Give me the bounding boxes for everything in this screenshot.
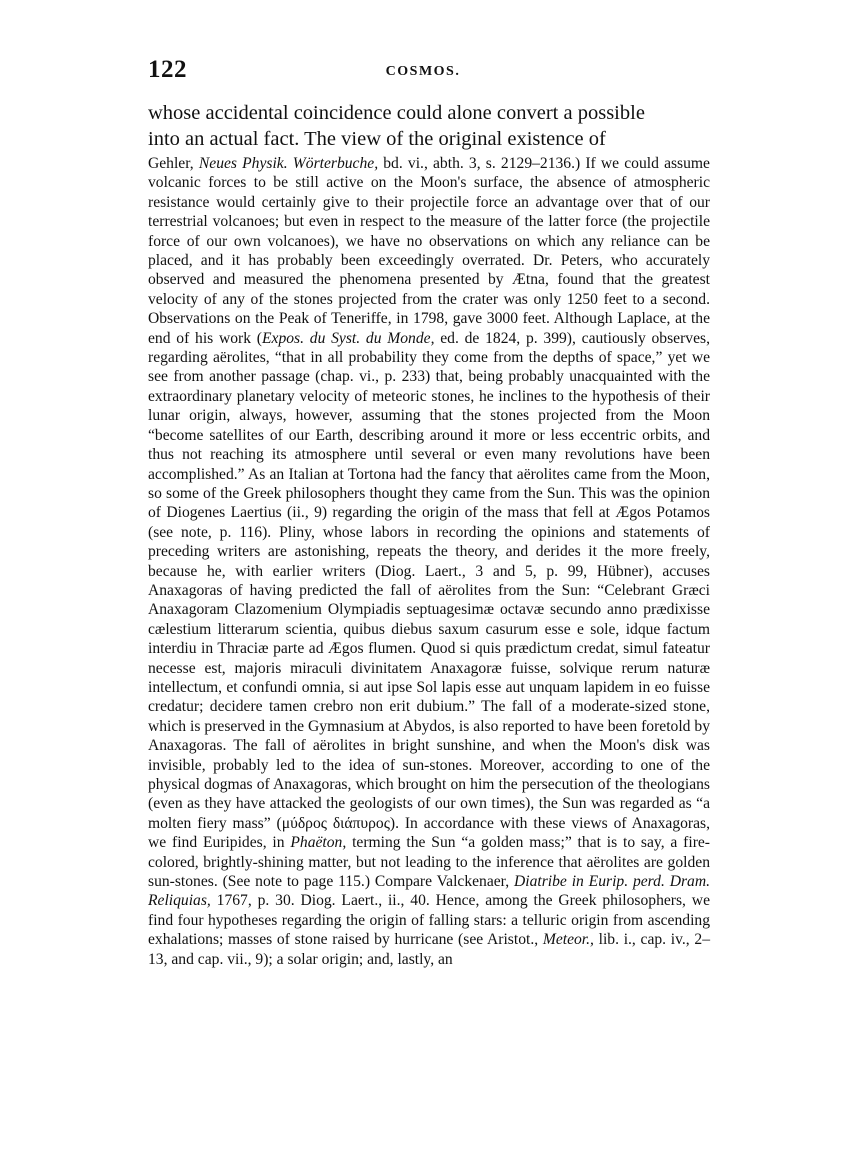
footnote-text: terming the Sun “a golden mass;” that is to say, a fire-colored, brightly-shining matter, but not leading to the inference that aërolites are golden sun-stones. (See note to page 115.) Compare Valckenaer,: [148, 834, 711, 891]
main-text-line: into an actual fact. The view of the original existence of: [148, 128, 606, 150]
footnote-text: ed. de 1824, p. 399), cautiously observes, regarding aërolites, “that in all probability they come from the depths of space,” yet we see from another passage (chap. vi., p. 233) that, being probably unacquainted with the extraordinary planetary velocity of meteoric stones, he inclines to the hypothesis of their lunar origin, always, however, assuming that the stones projected from the Moon “become satellites of our Earth, describing around it more or less eccentric orbits, and thus not reaching its atmosphere until several or even many revolutions have been accomplished.” As an Italian at Tortona had the fancy that aërolites came from the Moon, so some of the Greek philosophers thought they came from the Sun. This was the opinion of Diogenes Laertius (ii., 9) regarding the origin of the mass that fell at Ægos Potamos (see note, p. 116). Pliny, whose labors in recording the opinions and statements of preceding writers are astonishing, repeats the theory, and derides it the more freely, because he, with earlier writers (Diog. Laert., 3 and 5, p. 99, Hübner), accuses Anaxagoras of having predicted the fall of aërolites from the Sun: “Celebrant Græci Anaxagoram Clazomenium Olympiadis septuagesimæ octavæ secundo anno prædixisse cælestium litterarum scientia, quibus diebus saxum casurum esse e sole, idque factum interdiu in Thraciæ parte ad Ægos flumen. Quod si quis prædictum credat, simul fateatur necesse est, majoris miraculi divinitatem Anaxagoræ fuisse, solvique rerum naturæ intellectum, et confundi omnia, si aut ipse Sol lapis esse aut unquam lapidem in eo fuisse credatur; decidere tamen crebro non erit dubium.” The fall of a moderate-sized stone, which is preserved in the Gymnasium at Abydos, is also reported to have been foretold by Anaxagoras. The fall of aërolites in bright sunshine, and when the Moon's disk was invisible, probably led to the idea of sun-stones. Moreover, according to one of the physical dogmas of Anaxagoras, which brought on him the persecution of the theologians (even as they have attacked the geologists of our own times), the Sun was regarded as “a molten fiery mass” (μύδρος διάπυρος). In accordance with these views of Anaxagoras, we find Euripides, in: [148, 329, 710, 852]
footnote-text: bd. vi., abth. 3, s. 2129–2136.) If we could assume volcanic forces to be still active on the Moon's surface, the absence of atmospheric resistance would certainly give to their projectile force an advantage over that of our terrestrial volcanoes; but even in respect to the measure of the latter force (the projectile force of our own volcanoes), we have no observations on which any reliance can be placed, and it has probably been exceedingly overrated. Dr. Peters, who accurately observed and measured the phenomena presented by Ætna, found that the greatest velocity of any of the stones projected from the crater was only 1250 feet to a second. Observations on the Peak of Teneriffe, in 1798, gave 3000 feet. Although Laplace, at the end of his work (: [148, 155, 710, 347]
page-number: 122: [148, 56, 187, 83]
footnote-italic-text: Diatribe in Eurip. perd. Dram. Reliquias,: [148, 873, 710, 910]
footnote-text: Gehler,: [148, 155, 199, 172]
page-header: [148, 56, 708, 86]
running-head: COSMOS.: [385, 64, 461, 79]
footnote-italic-text: Neues Physik. Wörterbuche,: [198, 155, 379, 172]
footnote-italic-text: Expos. du Syst. du Monde,: [262, 329, 435, 347]
footnote-italic-text: Meteor.,: [542, 931, 594, 949]
footnote: [148, 154, 710, 969]
main-text: [148, 100, 710, 152]
footnote-text: 1767, p. 30. Diog. Laert., ii., 40. Hence, among the Greek philosophers, we find four hypotheses regarding the origin of falling stars: a telluric origin from ascending exhalations; masses of stone raised by hurricane (see Aristot.,: [148, 892, 710, 949]
footnote-italic-text: Phaëton,: [290, 834, 347, 852]
main-text-line: whose accidental coincidence could alone convert a possible: [148, 102, 645, 124]
footnote-text: lib. i., cap. iv., 2–13, and cap. vii., 9); a solar origin; and, lastly, an: [148, 931, 710, 968]
footnote-paragraph: [148, 154, 710, 969]
